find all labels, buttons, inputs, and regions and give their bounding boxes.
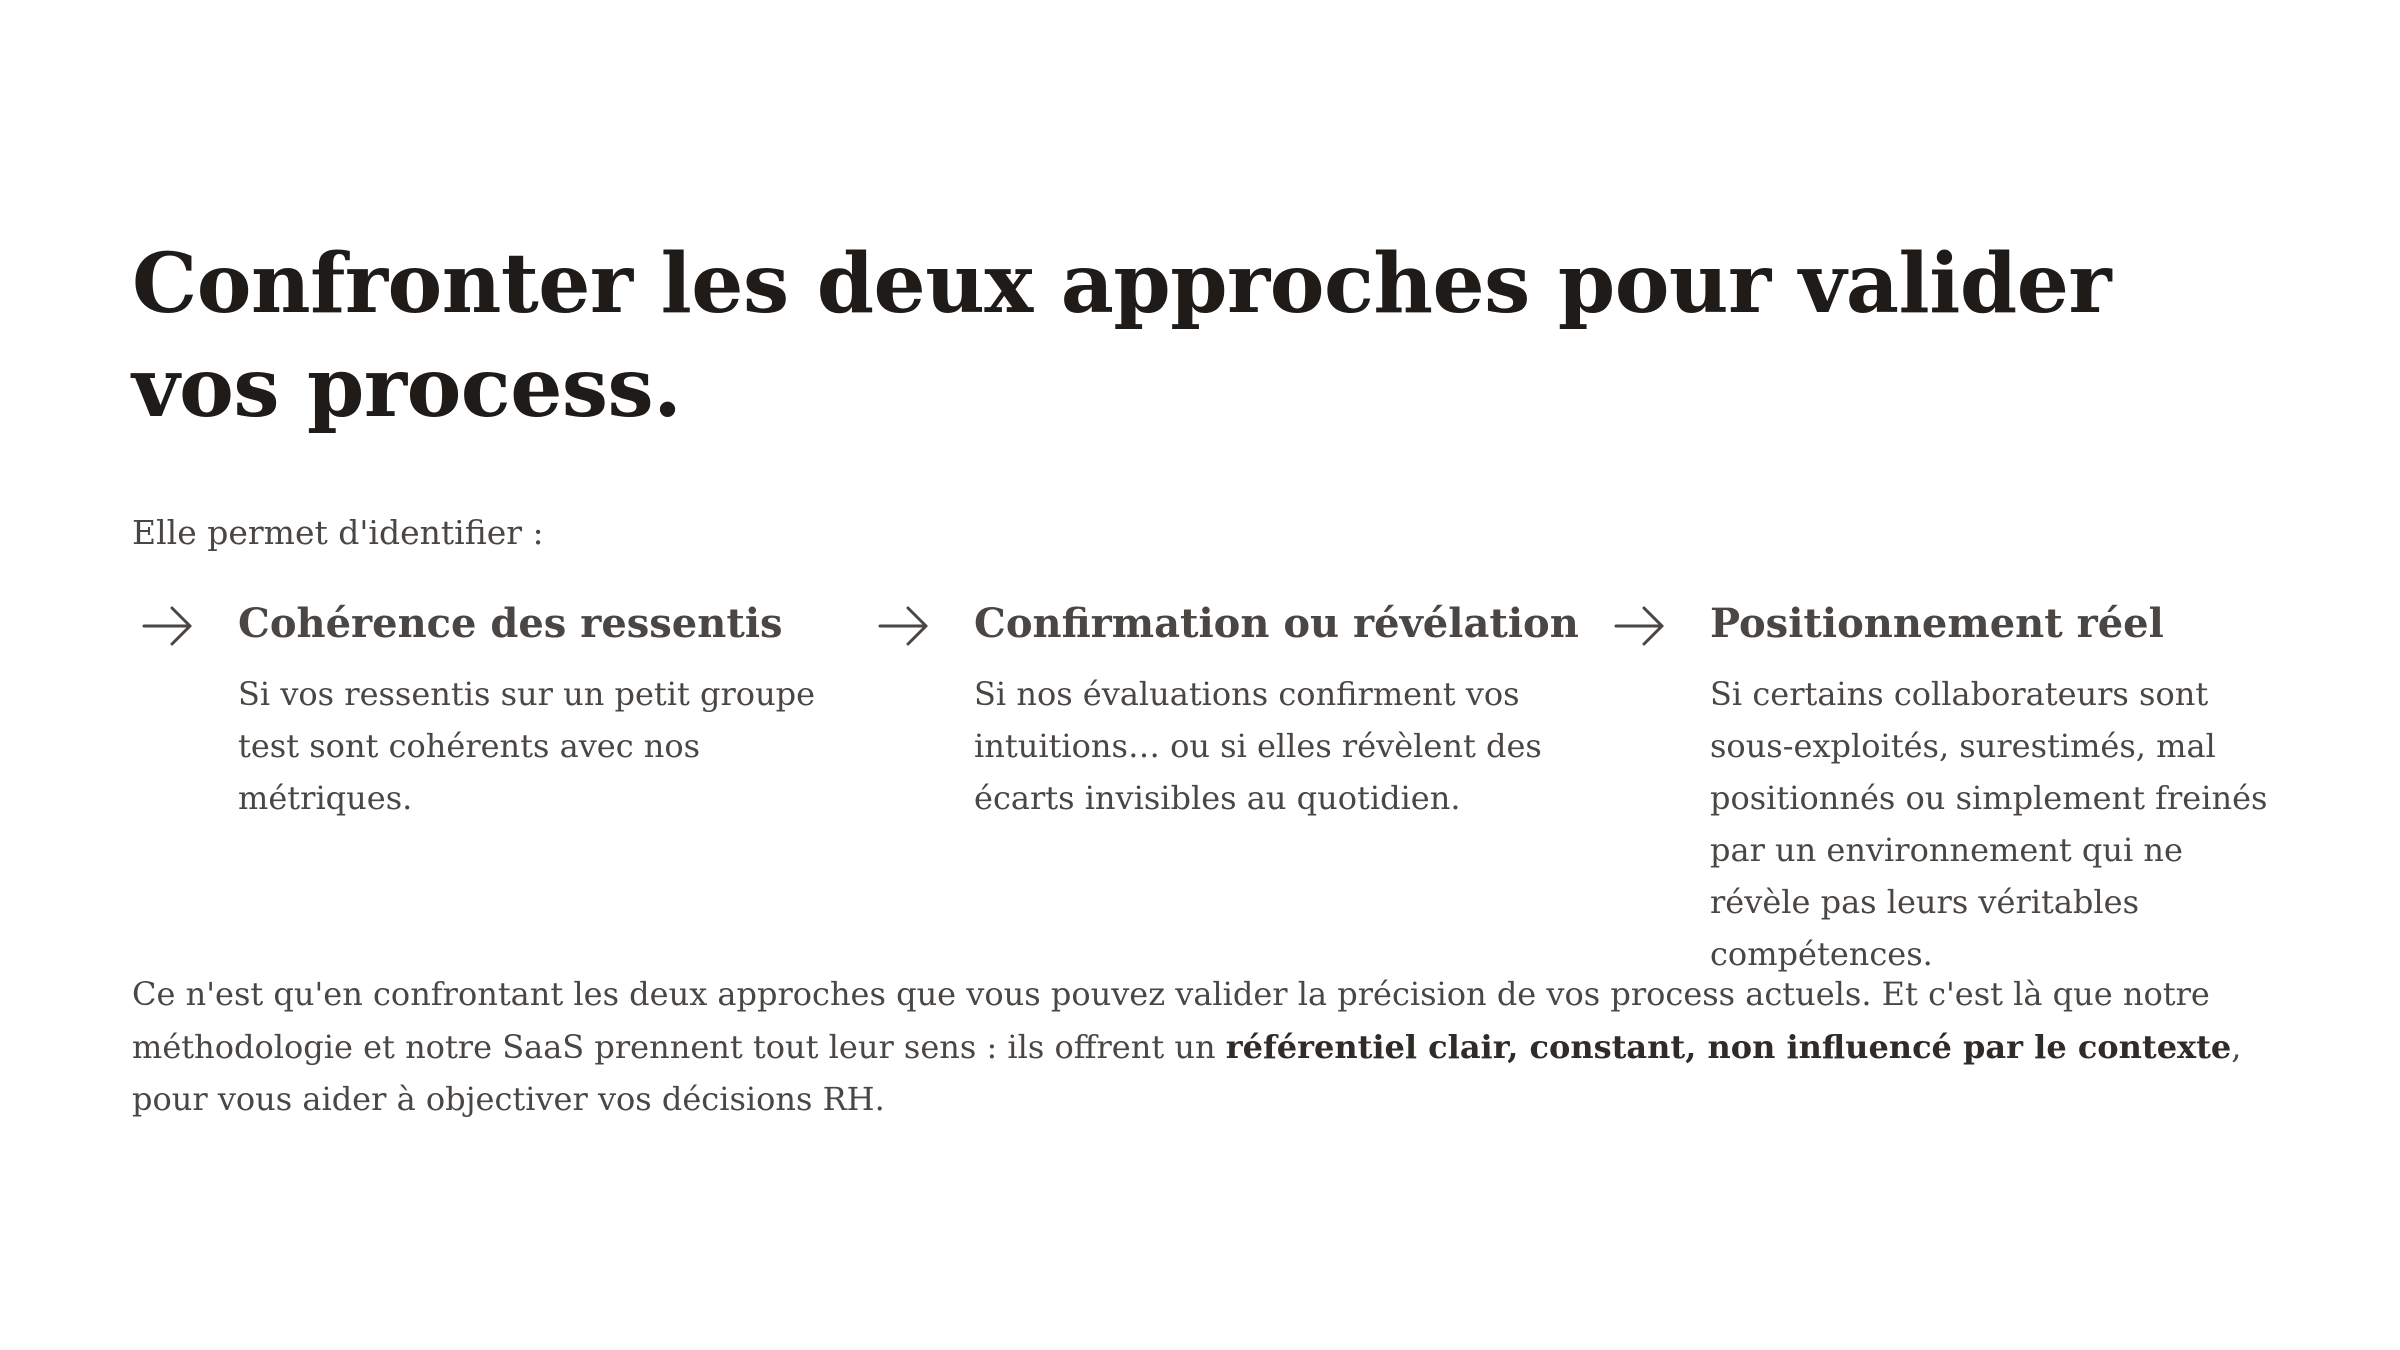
arrow-right-icon bbox=[1612, 604, 1668, 648]
feature-card-title: Cohérence des ressentis bbox=[238, 600, 783, 647]
intro-text: Elle permet d'identifier : bbox=[132, 513, 544, 552]
arrow-right-icon bbox=[140, 604, 196, 648]
feature-card-title: Positionnement réel bbox=[1710, 600, 2164, 647]
feature-card-text: Si vos ressentis sur un petit groupe test sont cohérents avec nos métriques. bbox=[238, 675, 816, 817]
page-title: Confronter les deux approches pour valider vos process. bbox=[132, 236, 2112, 436]
feature-card-text: Si certains collaborateurs sont sous-exploités, surestimés, mal positionnés ou simplement freinés par un environnement qui ne révèle pas leurs véritables compétences. bbox=[1710, 675, 2268, 973]
feature-list bbox=[132, 596, 2292, 973]
conclusion-paragraph bbox=[132, 968, 2272, 1126]
conclusion-text-before: Ce n'est qu'en confrontant les deux approches que vous pouvez valider la précision de vos process actuels. Et c'est là que notre méthodologie et notre SaaS prennent tout leur sens : ils offrent un bbox=[132, 975, 2210, 1066]
feature-card-title: Confirmation ou révélation bbox=[974, 600, 1579, 647]
conclusion-emphasis: référentiel clair, constant, non influencé par le contexte bbox=[1225, 1027, 2232, 1066]
feature-card-text: Si nos évaluations confirment vos intuitions… ou si elles révèlent des écarts invisibles au quotidien. bbox=[974, 675, 1542, 817]
conclusion-text-after: , pour vous aider à objectiver vos décisions RH. bbox=[132, 1027, 2242, 1118]
arrow-right-icon bbox=[876, 604, 932, 648]
